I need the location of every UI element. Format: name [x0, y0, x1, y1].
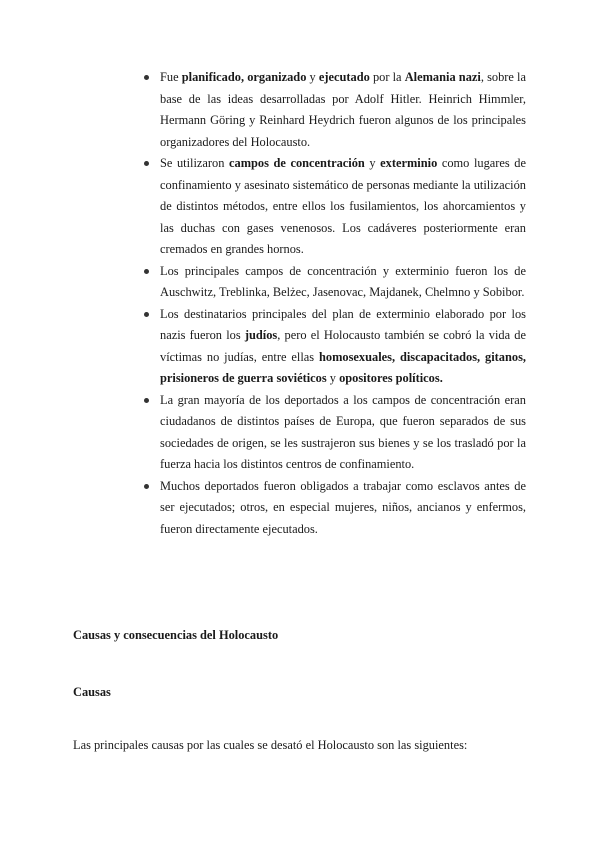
bold-span: opositores políticos. [339, 371, 443, 385]
text-span: y [306, 70, 319, 84]
bullet-icon [144, 75, 149, 80]
bold-span: ejecutado [318, 70, 370, 84]
bullet-text [160, 307, 526, 386]
text-span: Los destinatarios principales del plan de exterminio elaborado por los nazis fueron los [160, 306, 526, 342]
bullet-list [160, 67, 526, 540]
bold-span: planificado, organizado [181, 70, 307, 84]
bullet-icon [144, 161, 149, 166]
text-span: , pero el Holocausto también se cobró la vida de víctimas no judías, entre ellas [160, 328, 526, 364]
bullet-item [160, 261, 526, 304]
section-heading: Causas y consecuencias del Holocausto [73, 628, 279, 642]
text-span: por la [369, 70, 405, 84]
text-span: Se utilizaron [160, 156, 230, 170]
text-span: La gran mayoría de los deportados a los campos de concentración eran ciudadanos de distintos países de Europa, que fueron separados de sus sociedades de origen, se les sustrajeron sus bienes y se los trasladó por la fuerza hacia los distintos centros de confinamiento. [160, 392, 526, 471]
text-span: Los principales campos de concentración y exterminio fueron los de Auschwitz, Treblinka, Belżec, Jasenovac, Majdanek, Chelmno y Sobibor. [160, 263, 526, 299]
bold-span: Alemania nazi [404, 70, 481, 84]
text-span: , sobre la base de las ideas desarrolladas por Adolf Hitler. Heinrich Himmler, Hermann Göring y Reinhard Heydrich fueron algunos de los principales organizadores del Holocausto. [160, 70, 526, 149]
bullet-text [160, 264, 526, 300]
bold-span: exterminio [380, 156, 438, 170]
text-span: y [364, 156, 381, 170]
bold-span: homosexuales, discapacitados, gitanos, prisioneros de guerra soviéticos [160, 349, 526, 385]
text-span: y [326, 371, 340, 385]
bullet-icon [144, 484, 149, 489]
bullet-text [160, 479, 526, 536]
bullet-icon [144, 269, 149, 274]
intro-paragraph: Las principales causas por las cuales se desató el Holocausto son las siguientes: [73, 738, 468, 752]
bullet-text [160, 70, 526, 149]
bullet-item [160, 390, 526, 476]
bullet-item [160, 304, 526, 390]
bold-span: campos de concentración [229, 156, 365, 170]
bullet-text [160, 156, 526, 256]
bold-span: judíos [244, 328, 278, 342]
bullet-icon [144, 312, 149, 317]
text-span: como lugares de confinamiento y asesinato sistemático de personas mediante la utilización de distintos métodos, entre ellos los fusilamientos, los ahorcamientos y las duchas con gases venenosos. Los cadáveres posteriormente eran cremados en grandes hornos. [160, 156, 526, 256]
bullet-icon [144, 398, 149, 403]
bullet-item [160, 476, 526, 541]
bullet-item [160, 153, 526, 261]
text-span: Fue [160, 70, 182, 84]
subsection-heading: Causas [73, 685, 111, 699]
text-span: Muchos deportados fueron obligados a trabajar como esclavos antes de ser ejecutados; otros, en especial mujeres, niños, ancianos y enfermos, fueron directamente ejecutados. [160, 478, 526, 536]
bullet-item [160, 67, 526, 153]
bullet-text [160, 393, 526, 472]
